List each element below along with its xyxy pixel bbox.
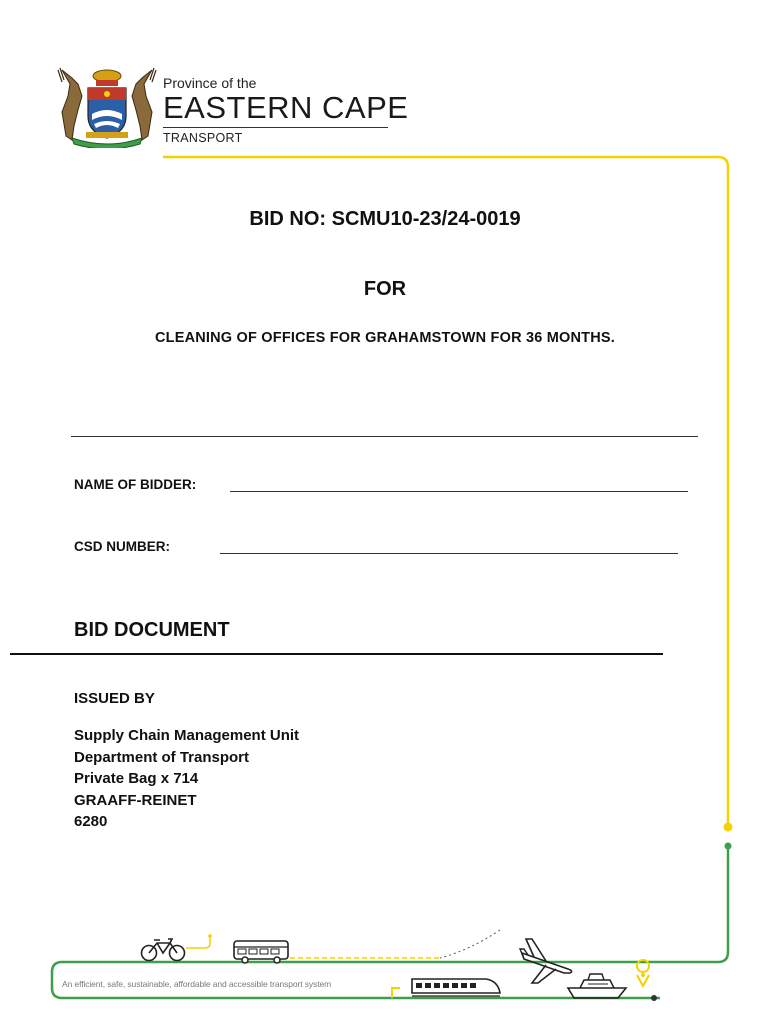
bid-description: CLEANING OF OFFICES FOR GRAHAMSTOWN FOR 36 MONTHS. (154, 330, 616, 346)
address-line: GRAAFF-REINET (74, 791, 197, 809)
section-underline (10, 653, 663, 655)
bidder-name-label: NAME OF BIDDER: (74, 477, 197, 492)
divider-line (71, 436, 698, 437)
logo-department-name: TRANSPORT (163, 131, 243, 145)
logo-province-line: Province of the (163, 75, 257, 91)
bus-icon (233, 939, 289, 965)
bid-number-heading: BID NO: SCMU10-23/24-0019 (249, 208, 521, 230)
address-line: Department of Transport (74, 748, 250, 766)
ship-icon (566, 972, 628, 1000)
footer-tagline: An efficient, safe, sustainable, affordable and accessible transport system (62, 979, 332, 989)
bicycle-icon (140, 937, 186, 963)
bid-document-heading: BID DOCUMENT (74, 619, 230, 641)
address-line: 6280 (74, 813, 108, 830)
issuer-address (74, 725, 299, 833)
train-icon (410, 975, 502, 999)
logo-province-name: EASTERN CAPE (163, 90, 409, 125)
issued-by-label: ISSUED BY (74, 690, 155, 707)
csd-number-label: CSD NUMBER: (74, 539, 170, 554)
bidder-name-blank[interactable] (230, 491, 688, 492)
for-heading: FOR (363, 278, 407, 300)
csd-number-blank[interactable] (220, 553, 678, 554)
address-line: Supply Chain Management Unit (74, 727, 300, 744)
address-line: Private Bag x 714 (74, 770, 199, 787)
